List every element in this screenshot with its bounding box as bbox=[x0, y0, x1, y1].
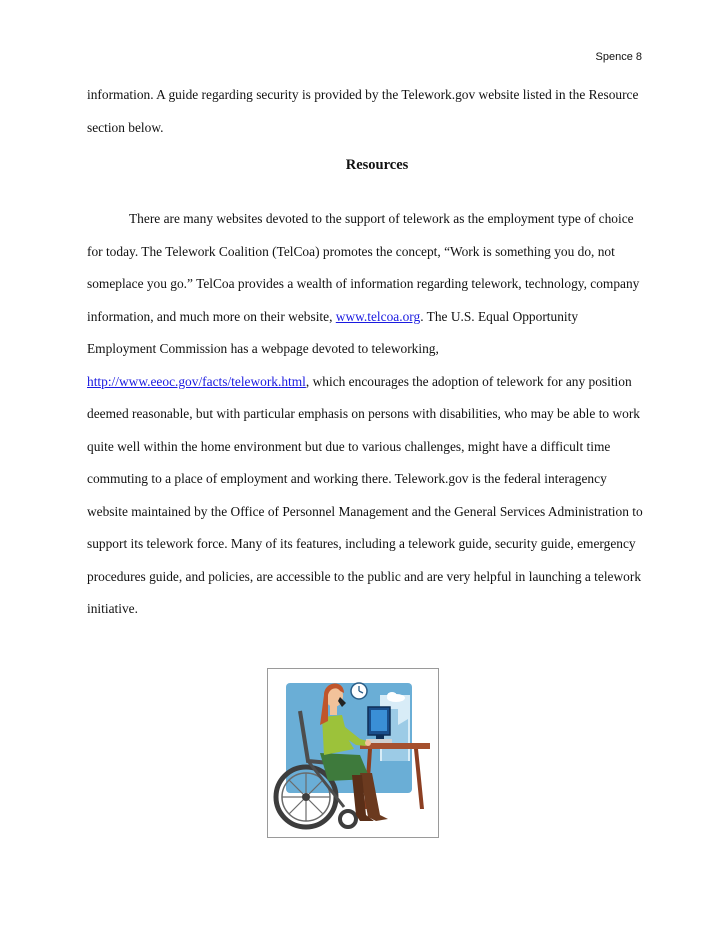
link-telcoa[interactable]: www.telcoa.org bbox=[335, 308, 421, 324]
paragraph-text-2: . The U.S. Equal Opportunity Employment Commission has a webpage devoted to teleworking, bbox=[87, 308, 579, 356]
paragraph-continuation: information. A guide regarding security is provided by the Telework.gov website listed in the Resource section below. bbox=[87, 87, 639, 135]
paragraph-resources bbox=[87, 203, 643, 626]
section-heading-resources: Resources bbox=[345, 157, 409, 173]
paragraph-text-1: There are many websites devoted to the support of telework as the employment type of choice for today. The Telework Coalition (TelCoa) promotes the concept, “Work is something you do, not someplace you go.” TelCoa provides a wealth of information regarding telework, technology, company information, and much more on their website, bbox=[87, 211, 640, 324]
paragraph-text-3: , which encourages the adoption of telework for any position deemed reasonable, but with particular emphasis on persons with disabilities, who may be able to work quite well within the home environment but due to various challenges, might have a difficult time commuting to a place of employment and working there. Telework.gov is the federal interagency website maintained by the Office of Personnel Management and the General Services Administration to support its telework force. Many of its features, including a telework guide, security guide, emergency procedures guide, and policies, are accessible to the public and are very helpful in launching a telework initiative. bbox=[87, 373, 643, 616]
link-eeoc-telework[interactable]: http://www.eeoc.gov/facts/telework.html bbox=[87, 373, 306, 389]
running-head: Spence 8 bbox=[595, 51, 642, 63]
woman-in-wheelchair-icon bbox=[268, 669, 438, 837]
clipart-figure bbox=[267, 668, 439, 838]
